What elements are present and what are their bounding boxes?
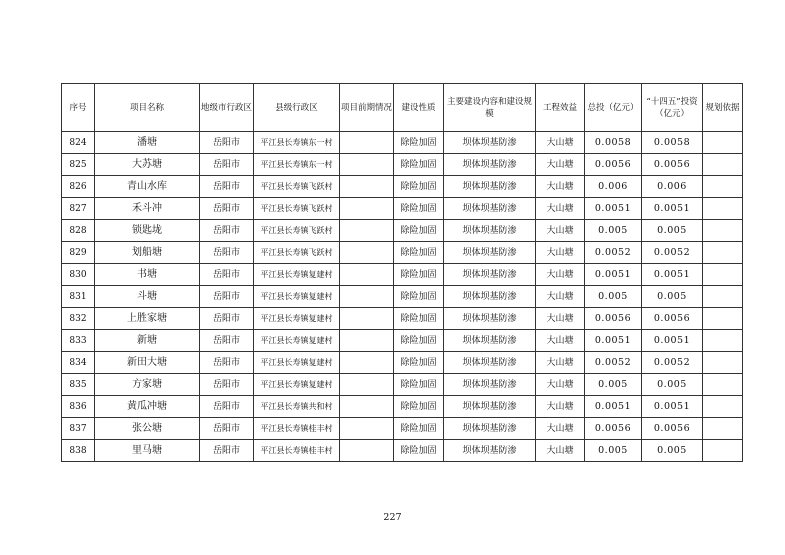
cell-main-content: 坝体坝基防渗 <box>444 198 536 220</box>
header-project-name: 项目名称 <box>95 84 200 132</box>
cell-planning-basis <box>703 286 743 308</box>
cell-planning-basis <box>703 220 743 242</box>
cell-preliminary-status <box>340 242 394 264</box>
header-total-investment: 总投（亿元） <box>585 84 642 132</box>
cell-main-content: 坝体坝基防渗 <box>444 374 536 396</box>
table-row <box>62 132 743 154</box>
cell-total-investment: 0.0058 <box>585 132 642 154</box>
cell-index: 838 <box>62 440 95 462</box>
cell-construction-type: 除险加固 <box>394 396 444 418</box>
cell-construction-type: 除险加固 <box>394 308 444 330</box>
cell-planning-basis <box>703 396 743 418</box>
cell-construction-type: 除险加固 <box>394 176 444 198</box>
cell-planning-basis <box>703 198 743 220</box>
cell-county: 平江县长寿镇东一村 <box>254 154 340 176</box>
cell-planning-basis <box>703 132 743 154</box>
cell-14th-five-year-investment: 0.0051 <box>642 396 703 418</box>
cell-14th-five-year-investment: 0.0051 <box>642 330 703 352</box>
cell-county: 平江县长寿镇飞跃村 <box>254 220 340 242</box>
header-benefit: 工程效益 <box>536 84 585 132</box>
cell-14th-five-year-investment: 0.0056 <box>642 308 703 330</box>
cell-total-investment: 0.0056 <box>585 418 642 440</box>
cell-preliminary-status <box>340 440 394 462</box>
cell-main-content: 坝体坝基防渗 <box>444 352 536 374</box>
header-14th-five-year-investment: “十四五”投资（亿元） <box>642 84 703 132</box>
cell-benefit: 大山塘 <box>536 198 585 220</box>
cell-benefit: 大山塘 <box>536 396 585 418</box>
cell-prefecture: 岳阳市 <box>200 264 254 286</box>
cell-planning-basis <box>703 176 743 198</box>
cell-project-name: 黄瓜冲塘 <box>95 396 200 418</box>
cell-construction-type: 除险加固 <box>394 132 444 154</box>
cell-construction-type: 除险加固 <box>394 242 444 264</box>
cell-project-name: 划船塘 <box>95 242 200 264</box>
cell-benefit: 大山塘 <box>536 308 585 330</box>
cell-prefecture: 岳阳市 <box>200 352 254 374</box>
cell-index: 830 <box>62 264 95 286</box>
cell-county: 平江县长寿镇复建村 <box>254 374 340 396</box>
cell-project-name: 潘塘 <box>95 132 200 154</box>
cell-main-content: 坝体坝基防渗 <box>444 132 536 154</box>
cell-index: 826 <box>62 176 95 198</box>
cell-project-name: 张公塘 <box>95 418 200 440</box>
cell-benefit: 大山塘 <box>536 154 585 176</box>
cell-county: 平江县长寿镇复建村 <box>254 308 340 330</box>
cell-14th-five-year-investment: 0.006 <box>642 176 703 198</box>
cell-county: 平江县长寿镇飞跃村 <box>254 176 340 198</box>
cell-county: 平江县长寿镇桂丰村 <box>254 418 340 440</box>
cell-index: 829 <box>62 242 95 264</box>
cell-planning-basis <box>703 330 743 352</box>
cell-14th-five-year-investment: 0.005 <box>642 220 703 242</box>
cell-project-name: 斗塘 <box>95 286 200 308</box>
cell-14th-five-year-investment: 0.005 <box>642 440 703 462</box>
cell-prefecture: 岳阳市 <box>200 286 254 308</box>
header-index: 序号 <box>62 84 95 132</box>
cell-county: 平江县长寿镇复建村 <box>254 264 340 286</box>
cell-construction-type: 除险加固 <box>394 220 444 242</box>
cell-benefit: 大山塘 <box>536 330 585 352</box>
cell-total-investment: 0.0056 <box>585 154 642 176</box>
table-row <box>62 396 743 418</box>
cell-index: 825 <box>62 154 95 176</box>
cell-main-content: 坝体坝基防渗 <box>444 242 536 264</box>
cell-construction-type: 除险加固 <box>394 264 444 286</box>
cell-preliminary-status <box>340 154 394 176</box>
cell-construction-type: 除险加固 <box>394 440 444 462</box>
cell-preliminary-status <box>340 264 394 286</box>
cell-index: 824 <box>62 132 95 154</box>
cell-total-investment: 0.0051 <box>585 264 642 286</box>
cell-14th-five-year-investment: 0.005 <box>642 286 703 308</box>
cell-main-content: 坝体坝基防渗 <box>444 264 536 286</box>
cell-14th-five-year-investment: 0.0058 <box>642 132 703 154</box>
table-row <box>62 308 743 330</box>
header-county: 县级行政区 <box>254 84 340 132</box>
cell-14th-five-year-investment: 0.0056 <box>642 154 703 176</box>
cell-14th-five-year-investment: 0.0056 <box>642 418 703 440</box>
cell-prefecture: 岳阳市 <box>200 308 254 330</box>
cell-prefecture: 岳阳市 <box>200 220 254 242</box>
cell-project-name: 大苏塘 <box>95 154 200 176</box>
header-preliminary-status: 项目前期情况 <box>340 84 394 132</box>
cell-main-content: 坝体坝基防渗 <box>444 154 536 176</box>
cell-total-investment: 0.0051 <box>585 396 642 418</box>
cell-preliminary-status <box>340 286 394 308</box>
table-row <box>62 374 743 396</box>
cell-planning-basis <box>703 154 743 176</box>
cell-preliminary-status <box>340 396 394 418</box>
cell-total-investment: 0.005 <box>585 220 642 242</box>
header-construction-type: 建设性质 <box>394 84 444 132</box>
cell-preliminary-status <box>340 352 394 374</box>
table-row <box>62 220 743 242</box>
cell-total-investment: 0.0052 <box>585 242 642 264</box>
cell-county: 平江县长寿镇飞跃村 <box>254 198 340 220</box>
table-row <box>62 440 743 462</box>
cell-county: 平江县长寿镇东一村 <box>254 132 340 154</box>
cell-benefit: 大山塘 <box>536 264 585 286</box>
cell-project-name: 新田大塘 <box>95 352 200 374</box>
cell-main-content: 坝体坝基防渗 <box>444 286 536 308</box>
cell-county: 平江县长寿镇飞跃村 <box>254 242 340 264</box>
cell-preliminary-status <box>340 308 394 330</box>
cell-prefecture: 岳阳市 <box>200 418 254 440</box>
cell-project-name: 里马塘 <box>95 440 200 462</box>
cell-benefit: 大山塘 <box>536 132 585 154</box>
table-row <box>62 286 743 308</box>
cell-14th-five-year-investment: 0.0051 <box>642 198 703 220</box>
cell-planning-basis <box>703 308 743 330</box>
table-row <box>62 198 743 220</box>
cell-prefecture: 岳阳市 <box>200 198 254 220</box>
project-table <box>61 83 743 462</box>
cell-main-content: 坝体坝基防渗 <box>444 418 536 440</box>
cell-total-investment: 0.005 <box>585 286 642 308</box>
cell-index: 832 <box>62 308 95 330</box>
cell-planning-basis <box>703 352 743 374</box>
cell-14th-five-year-investment: 0.0051 <box>642 264 703 286</box>
cell-main-content: 坝体坝基防渗 <box>444 220 536 242</box>
page-number: 227 <box>383 512 402 523</box>
cell-benefit: 大山塘 <box>536 220 585 242</box>
cell-total-investment: 0.006 <box>585 176 642 198</box>
table-body <box>62 132 743 462</box>
cell-project-name: 锁匙垅 <box>95 220 200 242</box>
cell-project-name: 新塘 <box>95 330 200 352</box>
table-row <box>62 176 743 198</box>
cell-benefit: 大山塘 <box>536 374 585 396</box>
cell-preliminary-status <box>340 418 394 440</box>
cell-construction-type: 除险加固 <box>394 154 444 176</box>
cell-benefit: 大山塘 <box>536 418 585 440</box>
cell-prefecture: 岳阳市 <box>200 374 254 396</box>
table-row <box>62 330 743 352</box>
table-row <box>62 154 743 176</box>
cell-index: 834 <box>62 352 95 374</box>
cell-preliminary-status <box>340 198 394 220</box>
cell-index: 831 <box>62 286 95 308</box>
cell-index: 833 <box>62 330 95 352</box>
cell-construction-type: 除险加固 <box>394 198 444 220</box>
cell-14th-five-year-investment: 0.005 <box>642 374 703 396</box>
cell-county: 平江县长寿镇复建村 <box>254 352 340 374</box>
cell-main-content: 坝体坝基防渗 <box>444 308 536 330</box>
cell-preliminary-status <box>340 220 394 242</box>
cell-county: 平江县长寿镇桂丰村 <box>254 440 340 462</box>
cell-benefit: 大山塘 <box>536 176 585 198</box>
table-row <box>62 242 743 264</box>
cell-preliminary-status <box>340 330 394 352</box>
cell-prefecture: 岳阳市 <box>200 330 254 352</box>
cell-main-content: 坝体坝基防渗 <box>444 330 536 352</box>
cell-planning-basis <box>703 418 743 440</box>
table-row <box>62 352 743 374</box>
cell-project-name: 禾斗冲 <box>95 198 200 220</box>
cell-construction-type: 除险加固 <box>394 374 444 396</box>
cell-prefecture: 岳阳市 <box>200 132 254 154</box>
cell-project-name: 书塘 <box>95 264 200 286</box>
table-header-row <box>62 84 743 132</box>
cell-total-investment: 0.0051 <box>585 330 642 352</box>
cell-preliminary-status <box>340 176 394 198</box>
cell-total-investment: 0.005 <box>585 440 642 462</box>
cell-construction-type: 除险加固 <box>394 286 444 308</box>
cell-index: 835 <box>62 374 95 396</box>
cell-prefecture: 岳阳市 <box>200 176 254 198</box>
cell-prefecture: 岳阳市 <box>200 242 254 264</box>
cell-index: 827 <box>62 198 95 220</box>
cell-county: 平江县长寿镇复建村 <box>254 330 340 352</box>
cell-preliminary-status <box>340 374 394 396</box>
cell-index: 828 <box>62 220 95 242</box>
cell-index: 836 <box>62 396 95 418</box>
cell-project-name: 上胜家塘 <box>95 308 200 330</box>
cell-total-investment: 0.0051 <box>585 198 642 220</box>
cell-planning-basis <box>703 264 743 286</box>
cell-main-content: 坝体坝基防渗 <box>444 440 536 462</box>
cell-project-name: 方家塘 <box>95 374 200 396</box>
header-prefecture: 地级市行政区 <box>200 84 254 132</box>
cell-total-investment: 0.0052 <box>585 352 642 374</box>
cell-preliminary-status <box>340 132 394 154</box>
header-main-content: 主要建设内容和建设规模 <box>444 84 536 132</box>
table-row <box>62 418 743 440</box>
cell-project-name: 青山水库 <box>95 176 200 198</box>
cell-14th-five-year-investment: 0.0052 <box>642 242 703 264</box>
cell-construction-type: 除险加固 <box>394 418 444 440</box>
header-planning-basis: 规划依据 <box>703 84 743 132</box>
cell-benefit: 大山塘 <box>536 352 585 374</box>
cell-prefecture: 岳阳市 <box>200 396 254 418</box>
cell-index: 837 <box>62 418 95 440</box>
cell-planning-basis <box>703 374 743 396</box>
cell-prefecture: 岳阳市 <box>200 154 254 176</box>
cell-prefecture: 岳阳市 <box>200 440 254 462</box>
cell-main-content: 坝体坝基防渗 <box>444 176 536 198</box>
cell-benefit: 大山塘 <box>536 286 585 308</box>
cell-planning-basis <box>703 440 743 462</box>
cell-14th-five-year-investment: 0.0052 <box>642 352 703 374</box>
cell-construction-type: 除险加固 <box>394 352 444 374</box>
cell-county: 平江县长寿镇复建村 <box>254 286 340 308</box>
cell-benefit: 大山塘 <box>536 242 585 264</box>
cell-total-investment: 0.005 <box>585 374 642 396</box>
cell-planning-basis <box>703 242 743 264</box>
cell-main-content: 坝体坝基防渗 <box>444 396 536 418</box>
table-row <box>62 264 743 286</box>
cell-construction-type: 除险加固 <box>394 330 444 352</box>
cell-total-investment: 0.0056 <box>585 308 642 330</box>
cell-county: 平江县长寿镇共和村 <box>254 396 340 418</box>
cell-benefit: 大山塘 <box>536 440 585 462</box>
